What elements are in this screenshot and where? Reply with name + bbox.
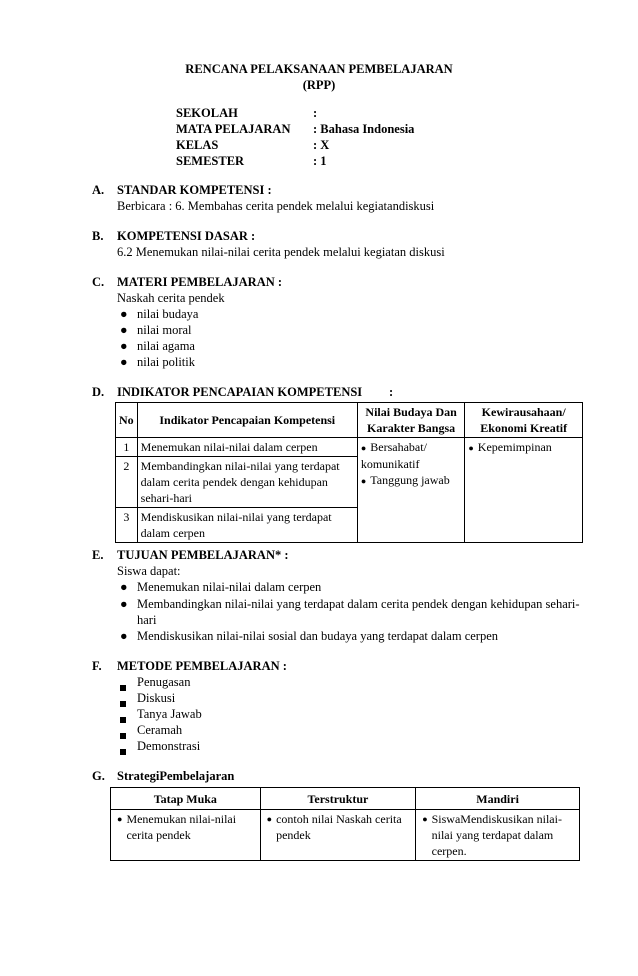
section-f-heading: METODE PEMBELAJARAN :	[117, 659, 287, 673]
bullet-dot-icon: ●	[422, 814, 428, 824]
section-a-text: Berbicara : 6. Membahas cerita pendek melalui kegiatandiskusi	[117, 199, 435, 213]
bullet-dot-icon: ●	[360, 443, 367, 453]
section-c-text: Naskah cerita pendek	[117, 291, 225, 305]
doc-title: RENCANA PELAKSANAAN PEMBELAJARAN	[185, 62, 453, 76]
square-bullet-icon	[120, 728, 126, 743]
cell-mandiri: ● SiswaMendiskusikan nilai-nilai yang terdapat dalam cerpen.	[416, 810, 580, 861]
section-e-letter: E.	[92, 548, 104, 562]
cell-no: 1	[116, 438, 138, 457]
bullet-dot-icon: ●	[120, 580, 128, 594]
bullet-dot-icon: ●	[360, 476, 367, 486]
info-value-mapel: : Bahasa Indonesia	[313, 122, 415, 136]
cell-tatap-muka: ● Menemukan nilai-nilai cerita pendek	[111, 810, 261, 861]
indikator-table	[115, 402, 583, 543]
section-e-text: Siswa dapat:	[117, 564, 181, 578]
cell-kewirausahaan	[465, 438, 583, 543]
header-kewirausahaan: Kewirausahaan/ Ekonomi Kreatif	[465, 403, 583, 438]
section-a-heading: STANDAR KOMPETENSI :	[117, 183, 272, 197]
cell-indikator: Membandingkan nilai-nilai yang terdapat dalam cerita pendek dengan kehidupan sehari-hari	[137, 457, 357, 508]
header-tatap-muka: Tatap Muka	[111, 788, 261, 810]
section-g-letter: G.	[92, 769, 105, 783]
section-f-letter: F.	[92, 659, 102, 673]
section-d-colon: :	[389, 385, 394, 399]
cell-no: 2	[116, 457, 138, 508]
bullet-dot-icon: ●	[120, 355, 128, 369]
header-mandiri: Mandiri	[416, 788, 580, 810]
header-no: No	[116, 403, 138, 438]
info-key-sekolah: SEKOLAH	[176, 106, 238, 120]
bullet-dot-icon: ●	[120, 629, 128, 643]
header-nilai-budaya: Nilai Budaya Dan Karakter Bangsa	[357, 403, 465, 438]
bullet-dot-icon: ●	[117, 814, 123, 824]
bullet-dot-icon: ●	[266, 814, 273, 824]
section-b-text: 6.2 Menemukan nilai-nilai cerita pendek melalui kegiatan diskusi	[117, 245, 445, 259]
strategi-table	[110, 787, 580, 861]
info-value-sekolah: :	[313, 106, 318, 120]
bullet-dot-icon: ●	[120, 307, 128, 321]
list-item: ● Tanggung jawab	[360, 473, 450, 487]
info-key-semester: SEMESTER	[176, 154, 245, 168]
table-row	[116, 438, 583, 457]
list-item-continuation: hari	[137, 613, 157, 627]
info-key-kelas: KELAS	[176, 138, 219, 152]
section-a-letter: A.	[92, 183, 105, 197]
section-c-heading: MATERI PEMBELAJARAN :	[117, 275, 283, 289]
bullet-dot-icon: ●	[120, 339, 128, 353]
cell-nilai-budaya	[357, 438, 465, 543]
info-value-semester: : 1	[313, 154, 327, 168]
section-g-heading: StrategiPembelajaran	[117, 769, 235, 783]
square-bullet-icon	[120, 712, 126, 727]
square-bullet-icon	[120, 696, 126, 711]
cell-terstruktur: ● contoh nilai Naskah cerita pendek	[260, 810, 416, 861]
section-d-letter: D.	[92, 385, 105, 399]
section-d-heading: INDIKATOR PENCAPAIAN KOMPETENSI	[117, 385, 363, 399]
list-item: ● Kepemimpinan	[468, 440, 552, 454]
bullet-dot-icon: ●	[120, 597, 128, 611]
square-bullet-icon	[120, 680, 126, 695]
cell-indikator: Menemukan nilai-nilai dalam cerpen	[137, 438, 357, 457]
header-terstruktur: Terstruktur	[260, 788, 416, 810]
list-item: ● Bersahabat/ komunikatif	[360, 440, 427, 471]
info-value-kelas: : X	[313, 138, 330, 152]
cell-no: 3	[116, 508, 138, 543]
section-c-letter: C.	[92, 275, 105, 289]
square-bullet-icon	[120, 744, 126, 759]
cell-indikator: Mendiskusikan nilai-nilai yang terdapat dalam cerpen	[137, 508, 357, 543]
section-b-heading: KOMPETENSI DASAR :	[117, 229, 256, 243]
bullet-dot-icon: ●	[120, 323, 128, 337]
table-header-row	[116, 403, 583, 438]
section-b-letter: B.	[92, 229, 104, 243]
header-indikator: Indikator Pencapaian Kompetensi	[137, 403, 357, 438]
bullet-dot-icon: ●	[468, 443, 474, 453]
table-row	[111, 810, 580, 861]
doc-subtitle: (RPP)	[302, 78, 336, 92]
info-key-mapel: MATA PELAJARAN	[176, 122, 291, 136]
table-header-row	[111, 788, 580, 810]
section-e-heading: TUJUAN PEMBELAJARAN* :	[117, 548, 289, 562]
